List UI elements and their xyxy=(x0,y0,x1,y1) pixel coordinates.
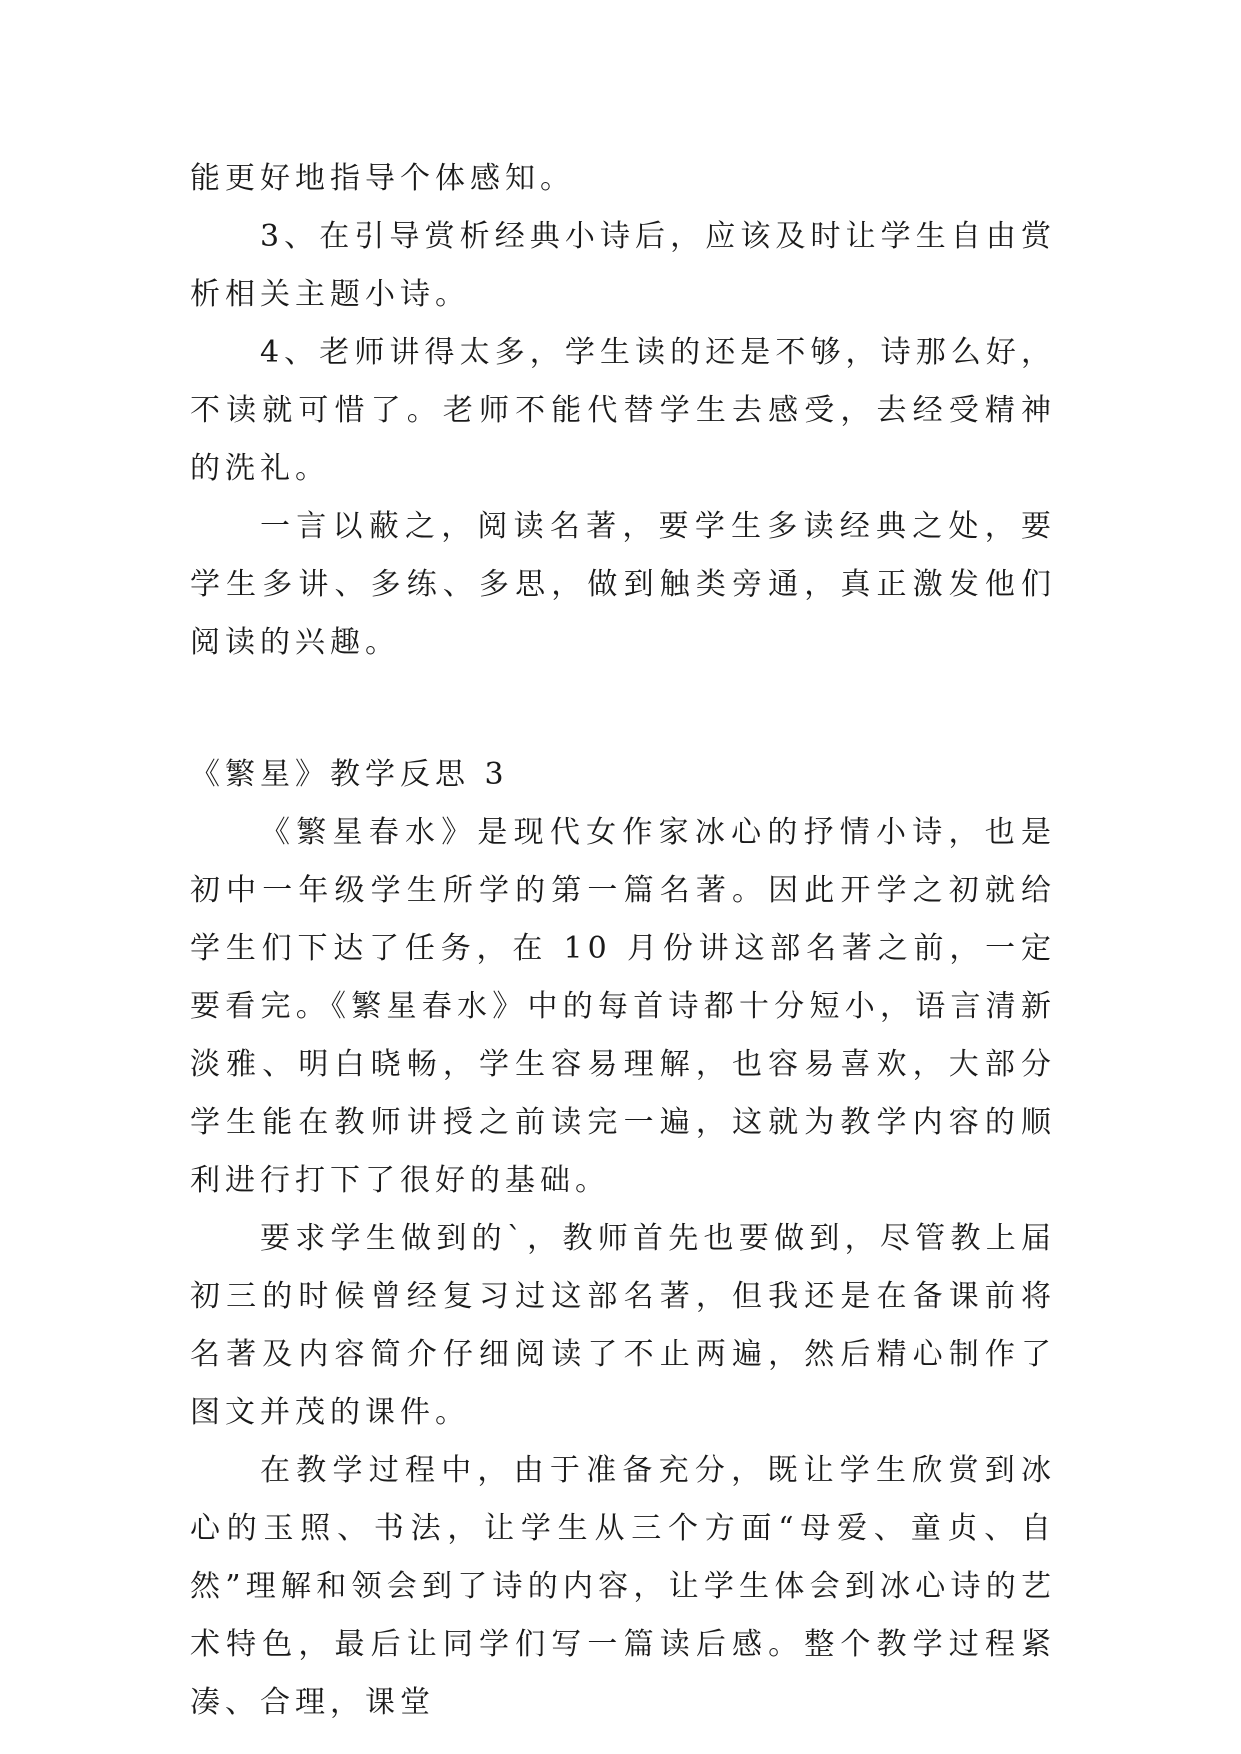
paragraph-point-4: 4、老师讲得太多，学生读的还是不够，诗那么好，不读就可惜了。老师不能代替学生去感受，去经受精神的洗礼。 xyxy=(190,335,1056,486)
document-body xyxy=(190,150,1056,1732)
section-title: 《繁星》教学反思 3 xyxy=(190,757,509,792)
paragraph-process: 在教学过程中，由于准备充分，既让学生欣赏到冰心的玉照、书法，让学生从三个方面“母爱、童贞、自然”理解和领会到了诗的内容，让学生体会到冰心诗的艺术特色，最后让同学们写一篇读后感。整个教学过程紧凑、合理，课堂 xyxy=(190,1453,1056,1720)
paragraph-preparation: 要求学生做到的`，教师首先也要做到，尽管教上届初三的时候曾经复习过这部名著，但我还是在备课前将名著及内容简介仔细阅读了不止两遍，然后精心制作了图文并茂的课件。 xyxy=(190,1221,1056,1430)
paragraph-intro: 《繁星春水》是现代女作家冰心的抒情小诗，也是初中一年级学生所学的第一篇名著。因此开学之初就给学生们下达了任务，在 10 月份讲这部名著之前，一定要看完。《繁星春水》中的每首诗都十分短小，语言清新淡雅、明白晓畅，学生容易理解，也容易喜欢，大部分学生能在教师讲授之前读完一遍，这就为教学内容的顺利进行打下了很好的基础。 xyxy=(190,815,1056,1198)
paragraph-continuation: 能更好地指导个体感知。 xyxy=(190,161,575,196)
paragraph-summary: 一言以蔽之，阅读名著，要学生多读经典之处，要学生多讲、多练、多思，做到触类旁通，真正激发他们阅读的兴趣。 xyxy=(190,509,1056,660)
paragraph-point-3: 3、在引导赏析经典小诗后，应该及时让学生自由赏析相关主题小诗。 xyxy=(190,219,1056,312)
